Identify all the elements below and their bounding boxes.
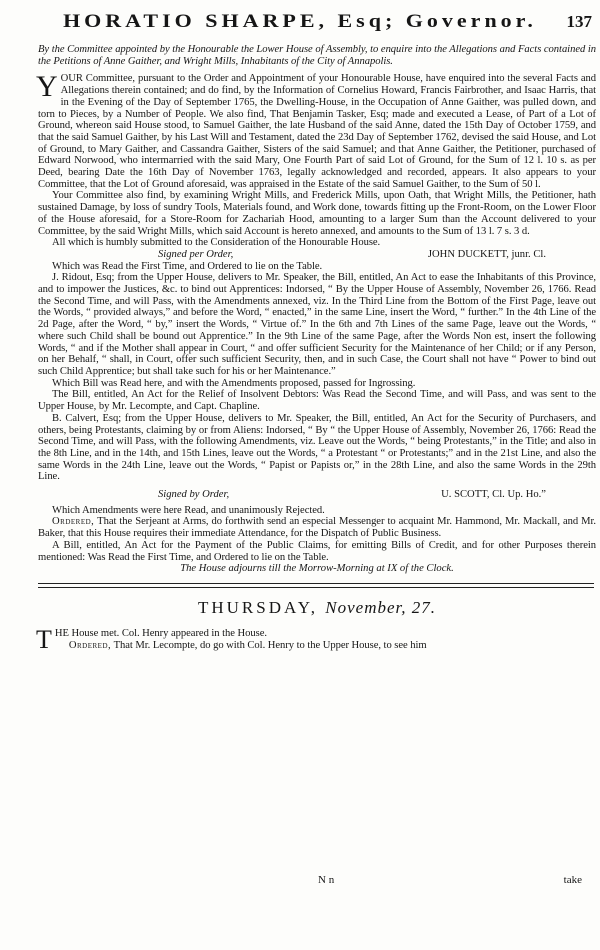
drop-cap: Y xyxy=(36,70,58,104)
section-divider xyxy=(38,583,594,588)
paragraph-ordered-serjeant: Ordered, That the Serjeant at Arms, do forthwith send an especial Messenger to acquaint Mr. Hammond, Mr. Mackall, and Mr. Baker, that this House requires their immediate Attendance, for the Dispatch of Public Business. xyxy=(38,516,596,540)
page-body xyxy=(36,44,596,654)
catchword: take xyxy=(563,874,582,886)
day-heading xyxy=(38,598,596,618)
signature-label: Signed per Order, xyxy=(158,248,234,260)
report-paragraph-1: YOUR Committee, pursuant to the Order and Appointment of your Honourable House, have enquired into the several Facts and Allegations therein contained; and do find, by the Information of Cornelius Howard, Francis Fairbrother, and Isaac Harris, that in the Evening of the Day of September 1765, the Dwelling-House, in the Occupation of Anne Gaither, was pulled down, and torn to Pieces, by a Number of People. We also find, That Benjamin Tasker, Esq; made and executed a Lease, of Part of a Lot of Ground, whereon said House stood, to Samuel Gaither, the late Husband of the said Anne, dated the 15th Day of October 1759, and that the said Samuel Gaither, by his Last Will and Testament, dated the 23d Day of September 1762, devised the said House, and Lot of Ground, to Mary Gaither, and Cassandra Gaither, Sisters of the said Samuel; and that Anne Gaither, the Petitioner, purchased of Edward Norwood, who intermarried with the said Mary, One Fourth Part of said Lot of Ground, for the Sum of 12 l. 10 s. as per Deed, bearing Date the 16th Day of November 1763, legally acknowledged and recorded, appears. It also appears to your Committee, that the Lot of Ground aforesaid, was appraised in the Estate of the said Samuel Gaither, to the Sum of 50 l. xyxy=(36,70,596,190)
adjournment-note: The House adjourns till the Morrow-Morning at IX of the Clock. xyxy=(180,563,454,575)
day-date: November, 27. xyxy=(325,597,437,617)
report-paragraph-2: Your Committee also find, by examining Wright Mills, and Frederick Mills, upon Oath, that Wright Mills, the Petitioner, hath sustained Damage, by loss of sundry Tools, Materials found, and Work done, towards fitting up the Front-Room, on the Lower Floor of the House aforesaid, for a Store-Room for Zachariah Hood, amounting to a larger Sum than the Account delivered to your Committee, by the said Wright Mills, which said Account is hereto annexed, and amounts to the Sum of 13 l. 7 s. 3 d. xyxy=(38,190,596,237)
signature-name: U. SCOTT, Cl. Up. Ho.” xyxy=(441,489,546,501)
paragraph-rejected: Which Amendments were here Read, and unanimously Rejected. xyxy=(52,504,325,516)
signature-name: JOHN DUCKETT, junr. Cl. xyxy=(427,248,546,260)
signature-mark: N n xyxy=(318,874,335,886)
committee-title: By the Committee appointed by the Honourable the Lower House of Assembly, to enquire into the Allegations and Facts contained in the Petitions of Anne Gaither, and Wright Mills, Inhabitants of the City of Annapolis. xyxy=(38,44,596,67)
day-name: THURSDAY, xyxy=(197,597,319,617)
drop-cap: T xyxy=(36,624,52,654)
report-paragraph-3: All which is humbly submitted to the Consideration of the Honourable House. xyxy=(52,237,381,249)
signature-line-1 xyxy=(38,249,596,261)
paragraph-ridout-bill: J. Ridout, Esq; from the Upper House, delivers to Mr. Speaker, the Bill, entitled, An Act to ease the Inhabitants of this Province, and to impower the Justices, &c. to bind out Apprentices: Indorsed, “ By the Upper House of Assembly, November 26, 1766. Read the Second Time, and will Pass, with the Amendments annexed, viz. In the Third Line from the Bottom of the First Page, leave out the Words, “ provided always,” and before the Word, “ enacted,” in the same Line, insert the Word, “ further.” In the 4th Line of the 2d Page, after the Word, “ by,” insert the Words, “ Virtue of.” In the 6th and 7th Lines of the same Page, leave out the Words, “ where such Child shall be bound out Apprentice.” In the 9th Line of the same Page, after the Words Non est, insert the following Words, “ and if the Mother shall appear in Court, “ and offer sufficient Security for the Maintenance of her Child; or if any Person, on her Behalf, “ shall, in Court, offer such sufficient Security, then, and in such Case, the Court shall not have “ Power to bind out such Child Apprentice; but shall take such for his or her Maintenance.” xyxy=(38,272,596,377)
paragraph-calvert-bill: B. Calvert, Esq; from the Upper House, delivers to Mr. Speaker, the Bill, entitled, An Act for the Security of Purchasers, and others, being Protestants, claiming by or from Aliens: Indorsed, “ By “ the Upper House of Assembly, November 26, 1766: Read the Second Time, and will Pass, with the following Amendments, viz. Leave out the Words, “ being Protestants,” in the Title; and also in the 8th Line, and in the 14th, and 15th Lines, leave out the Words, “ a Protestant “ or Protestants;” and in the 21st Line, and also the same Words in the 24th Line, leave out the Words, “ Papist or Papists or,” in the 28th Line, and also the same Words in the 29th Line. xyxy=(38,412,596,483)
page-number: 137 xyxy=(566,12,592,31)
signature-label: Signed by Order, xyxy=(158,489,230,501)
paragraph-insolvent-debtors: The Bill, entitled, An Act for the Relief of Insolvent Debtors: Was Read the Second Time, and will Pass, and was sent to the Upper House, by Mr. Lecompte, and Capt. Chapline. xyxy=(38,389,596,413)
header-title: HORATIO SHARPE, Esq; Governor. xyxy=(63,9,537,32)
thursday-paragraph-2: Ordered, That Mr. Lecompte, do go with Col. Henry to the Upper House, to see him xyxy=(68,639,427,651)
running-header xyxy=(0,8,600,38)
thursday-paragraph-1: THE House met. Col. Henry appeared in the House. xyxy=(36,624,267,654)
signature-line-2 xyxy=(38,489,596,501)
paragraph-public-claims: A Bill, entitled, An Act for the Payment of the Public Claims, for emitting Bills of Credit, and for other Purposes therein mentioned: Was Read the First Time, and Ordered to lie on the Table. xyxy=(38,539,596,563)
paragraph-first-reading: Which was Read the First Time, and Ordered to lie on the Table. xyxy=(52,260,323,272)
paragraph-read-again: Which Bill was Read here, and with the Amendments proposed, passed for Ingrossing. xyxy=(52,377,416,389)
